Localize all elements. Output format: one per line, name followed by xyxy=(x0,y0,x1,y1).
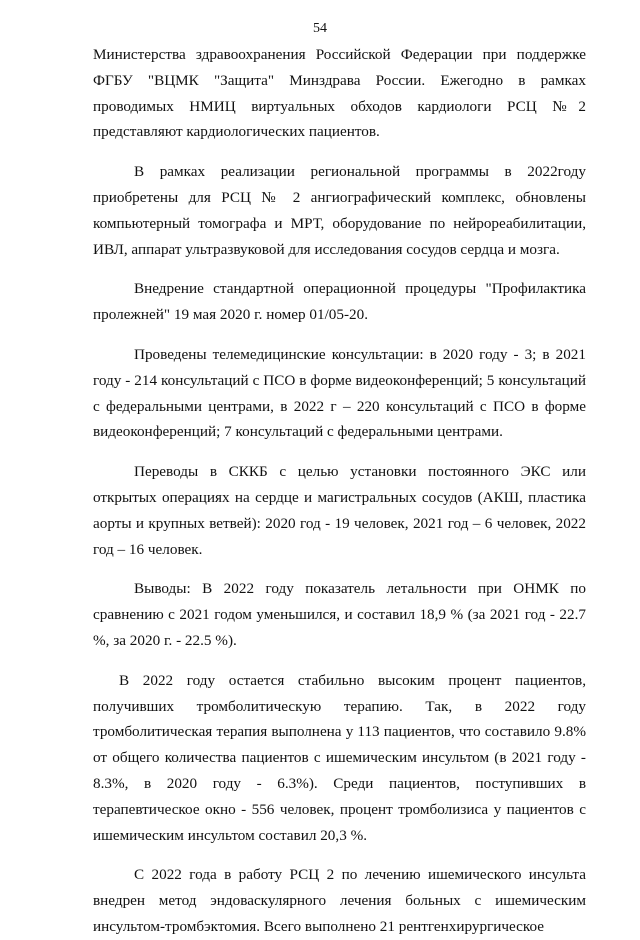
paragraph-1: Министерства здравоохранения Российской Федерации при поддержке ФГБУ "ВЦМК "Защита" Минздрава России. Ежегодно в рамках проводимых НМИЦ виртуальных обходов кардиологи РСЦ №2 представляют кардиологических пациентов. xyxy=(93,46,586,141)
document-body xyxy=(93,42,586,940)
paragraph-7: В 2022 году остается стабильно высоким процент пациентов, получивших тромболитическую терапию. Так, в 2022 году тромболитическая терапия выполнена у 113 пациентов, что составило 9.8% от общего количества пациентов с ишемическим инсультом (в 2021 году - 8.3%, в 2020 году - 6.3%). Среди пациентов, поступивших в терапевтическое окно - 556 человек, процент тромболизиса у пациентов с ишемическим инсультом составил 20,3 %. xyxy=(93,671,586,844)
paragraph-6: Выводы: В 2022 году показатель летальности при ОНМК по сравнению с 2021 годом уменьшился, и составил 18,9 % (за 2021 год - 22.7 %, за 2020 г. - 22.5 %). xyxy=(93,580,586,649)
paragraph-4: Проведены телемедицинские консультации: в 2020 году - 3; в 2021 году - 214 консультаций с ПСО в форме видеоконференций; 5 консультаций с федеральными центрами, в 2022 г – 220 консультаций с ПСО в форме видеоконференций; 7 консультаций с федеральными центрами. xyxy=(93,345,586,441)
paragraph-2: В рамках реализации региональной программы в 2022году приобретены для РСЦ № 2 ангиографический комплекс, обновлены компьютерный томографа и МРТ, оборудование по нейрореабилитации, ИВЛ, аппарат ультразвуковой для исследования сосудов сердца и мозга. xyxy=(93,163,586,258)
paragraph-8: С 2022 года в работу РСЦ 2 по лечению ишемического инсульта внедрен метод эндоваскулярного лечения больных с ишемическим инсультом-тромбэктомия. Всего выполнено 21 рентгенхирургическое xyxy=(93,866,586,935)
paragraph-3: Внедрение стандартной операционной процедуры "Профилактика пролежней" 19 мая 2020 г. номер 01/05-20. xyxy=(93,280,586,324)
page-number: 54 xyxy=(313,21,327,36)
paragraph-5: Переводы в СККБ с целью установки постоянного ЭКС или открытых операциях на сердце и магистральных сосудов (АКШ, пластика аорты и крупных ветвей): 2020 год - 19 человек, 2021 год – 6 человек, 2022 год – 16 человек. xyxy=(93,463,586,558)
